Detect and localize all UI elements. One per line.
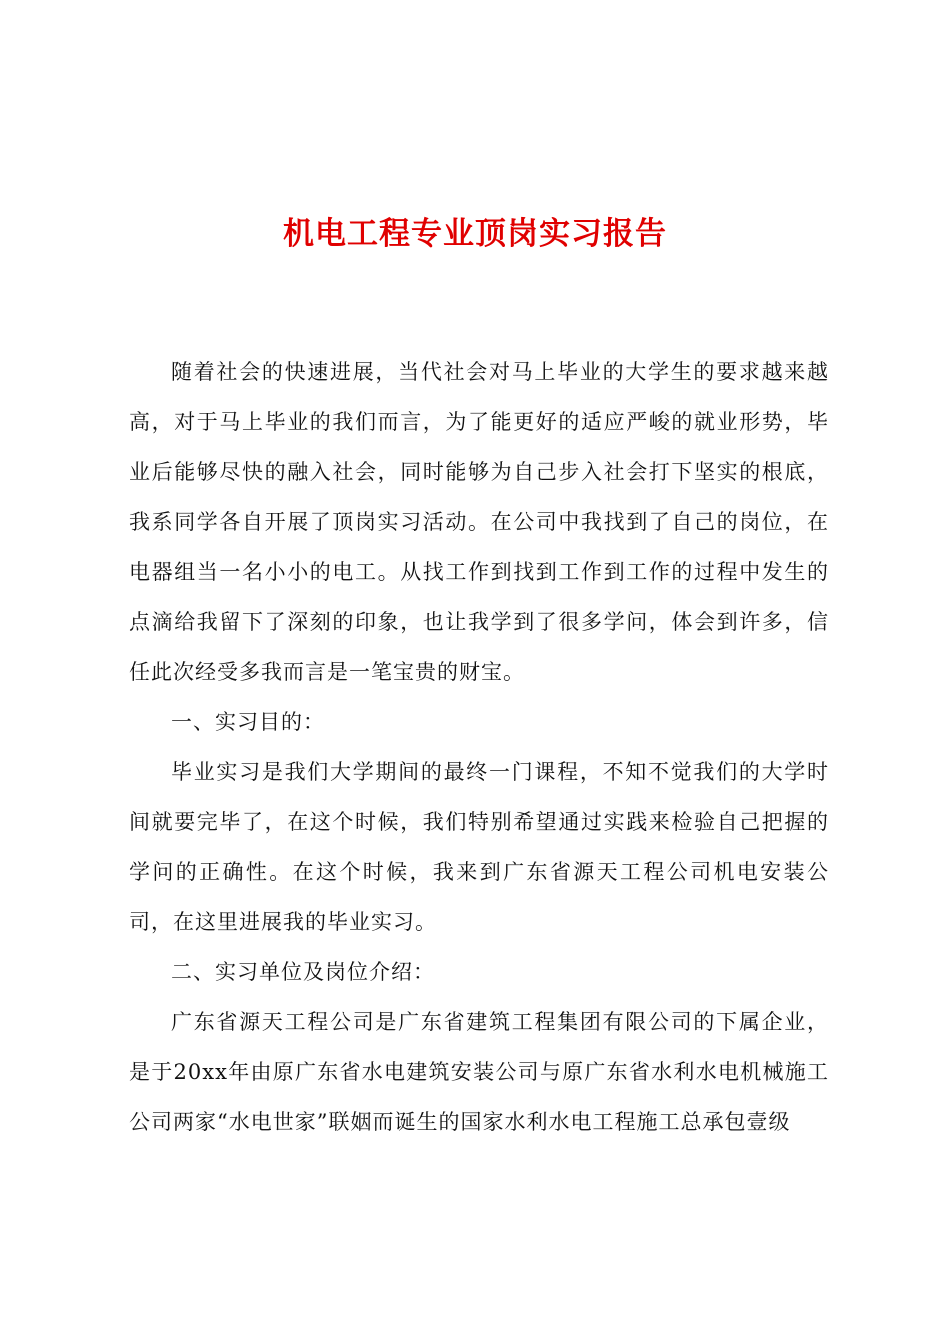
document-body <box>129 347 829 1147</box>
document-title: 机电工程专业顶岗实习报告 <box>283 216 667 252</box>
section-heading-company: 二、实习单位及岗位介绍： <box>171 960 435 984</box>
paragraph-intro: 随着社会的快速进展，当代社会对马上毕业的大学生的要求越来越高，对于马上毕业的我们而言，为了能更好的适应严峻的就业形势，毕业后能够尽快的融入社会，同时能够为自己步入社会打下坚实的根底，我系同学各自开展了顶岗实习活动。在公司中我找到了自己的岗位，在电器组当一名小小的电工。从找工作到找到工作到工作的过程中发生的点滴给我留下了深刻的印象，也让我学到了很多学问，体会到许多，信任此次经受多我而言是一笔宝贵的财宝。 <box>129 360 829 684</box>
section-heading-purpose: 一、实习目的： <box>171 710 325 734</box>
paragraph-company: 广东省源天工程公司是广东省建筑工程集团有限公司的下属企业，是于20xx年由原广东省水电建筑安装公司与原广东省水利水电机械施工公司两家“水电世家”联姻而诞生的国家水利水电工程施工总承包壹级 <box>129 1010 829 1134</box>
paragraph-purpose: 毕业实习是我们大学期间的最终一门课程，不知不觉我们的大学时间就要完毕了，在这个时候，我们特别希望通过实践来检验自己把握的学问的正确性。在这个时候，我来到广东省源天工程公司机电安装公司，在这里进展我的毕业实习。 <box>129 760 829 934</box>
